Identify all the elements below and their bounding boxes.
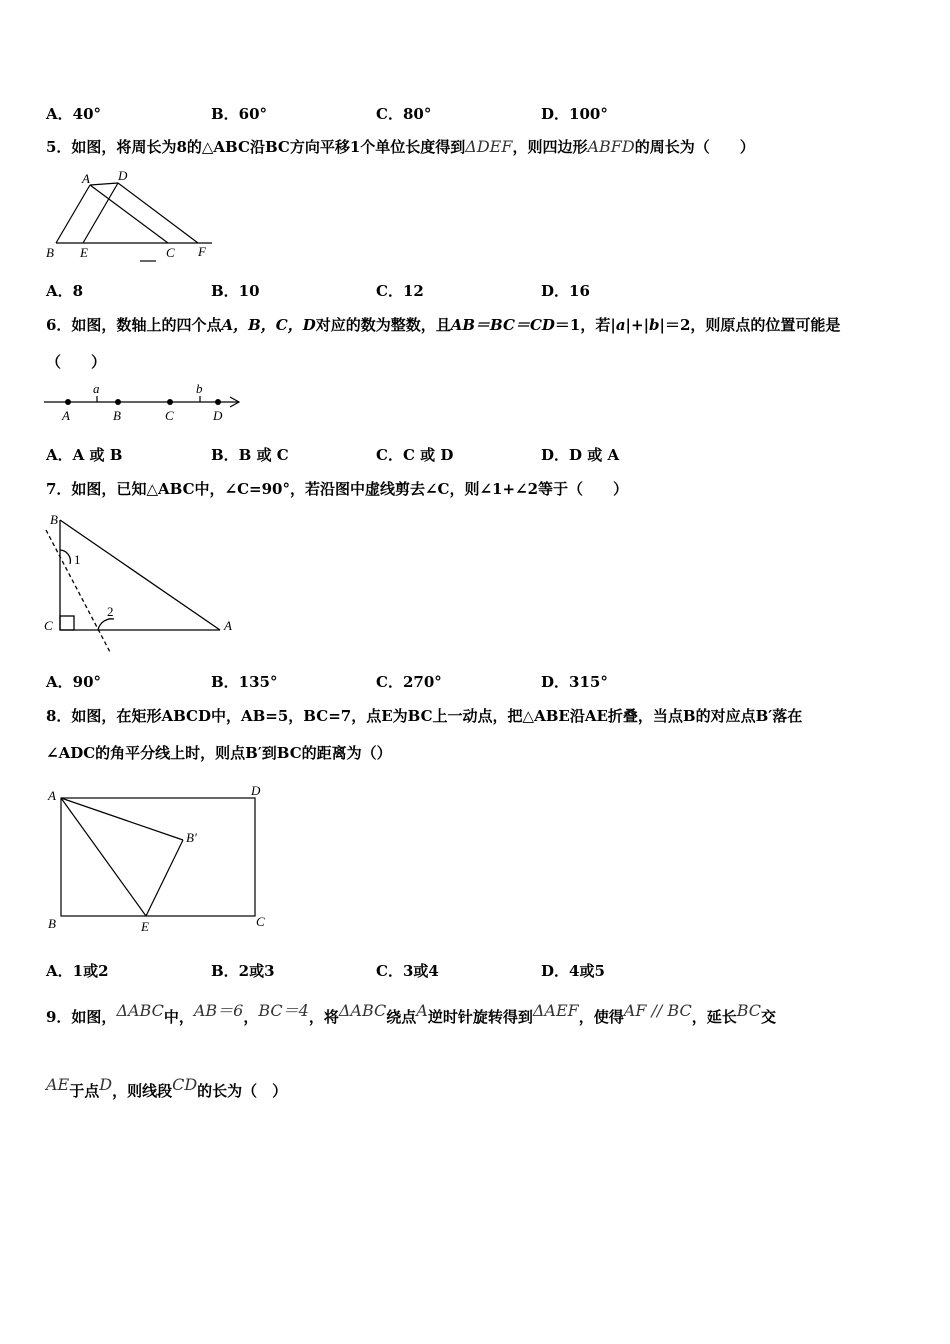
q7-stem: 7．如图，已知△ABC中，∠C=90°，若沿图中虚线剪去∠C，则∠1+∠2等于（ ） [46,480,629,498]
q7-figure [40,508,240,658]
q6-label-a: A [62,408,70,423]
q5-label-c: C [166,245,175,260]
q5-option-d: D．16 [541,282,590,300]
q7-option-a: A．90° [46,673,102,691]
q5-label-f: F [198,244,206,259]
q7-label-b: B [50,512,58,527]
q4-option-c: C．80° [376,105,432,123]
q8-option-d: D．4或5 [541,962,605,980]
q4-option-a: A．40° [46,105,102,123]
q8-label-c: C [256,914,265,929]
q7-label-c: C [44,618,53,633]
q5-figure [40,165,220,265]
q6-option-c: C．C 或 D [376,446,454,464]
q5-math-abfd: ABFD [587,137,635,156]
q7-angle-1: 1 [74,552,81,567]
q6-label-b-lower: b [196,381,203,396]
q7-option-c: C．270° [376,673,442,691]
q5-option-a: A．8 [46,282,84,300]
q6-label-b: B [113,408,121,423]
q5-math-def: ΔDEF [465,137,513,156]
q9-stem-line1: 9．如图，$^{\Delta ABC}$中，$^{AB=6}$，$^{BC=4}$，将$^{\Delta ABC}$绕点$^A$逆时针旋转得到$^{\Delta AEF}$，使得$^{AF // BC}$，延长$^{BC}$交 [46,1001,777,1026]
q8-stem-line2: ∠ADC的角平分线上时，则点B′到BC的距离为（） [46,744,392,762]
q6-options [46,444,926,464]
q8-label-d: D [251,783,261,798]
q8-figure [40,780,280,940]
q6-stem-line2: （ ） [46,353,107,371]
q8-option-a: A．1或2 [46,962,109,980]
q8-stem-line1: 8．如图，在矩形ABCD中，AB=5，BC=7，点E为BC上一动点，把△ABE沿AE折叠，当点B的对应点B′落在 [46,707,803,725]
q7-option-d: D．315° [541,673,608,691]
q8-label-b: B [48,916,56,931]
q8-option-c: C．3或4 [376,962,439,980]
q7-label-a: A [224,618,232,633]
q6-option-a: A．A 或 B [46,446,123,464]
q8-options [46,960,926,980]
q4-option-b: B．60° [211,105,268,123]
q8-label-e: E [141,919,149,934]
q5-option-b: B．10 [211,282,260,300]
q6-stem: 6．如图，数轴上的四个点A，B，C，D对应的数为整数，且AB＝BC＝CD＝1，若|a|+|b|＝2，则原点的位置可能是 [46,316,841,334]
q8-label-a: A [48,788,56,803]
q6-label-d: D [213,408,223,423]
q6-option-b: B．B 或 C [211,446,289,464]
q5-option-c: C．12 [376,282,424,300]
q7-angle-2: 2 [107,604,114,619]
q5-options [46,280,926,300]
q6-label-c: C [165,408,174,423]
q5-stem: 5．如图，将周长为8的△ABC沿BC方向平移1个单位长度得到ΔDEF，则四边形ABFD的周长为（ ） [46,137,755,156]
q8-label-b-prime: B′ [186,830,197,845]
q5-label-b: B [46,245,54,260]
q4-option-d: D．100° [541,105,608,123]
q6-option-d: D．D 或 A [541,446,620,464]
q7-option-b: B．135° [211,673,278,691]
q7-options [46,671,926,691]
q5-label-a: A [82,171,90,186]
q4-options [46,103,926,123]
q8-option-b: B．2或3 [211,962,275,980]
q5-label-d: D [118,168,128,183]
q6-number-line [40,380,250,428]
q5-label-e: E [80,245,88,260]
q9-stem-line2: $^{AE}$于点$^D$，则线段$^{CD}$的长为（ ） [46,1075,288,1100]
q6-label-a-lower: a [93,381,100,396]
